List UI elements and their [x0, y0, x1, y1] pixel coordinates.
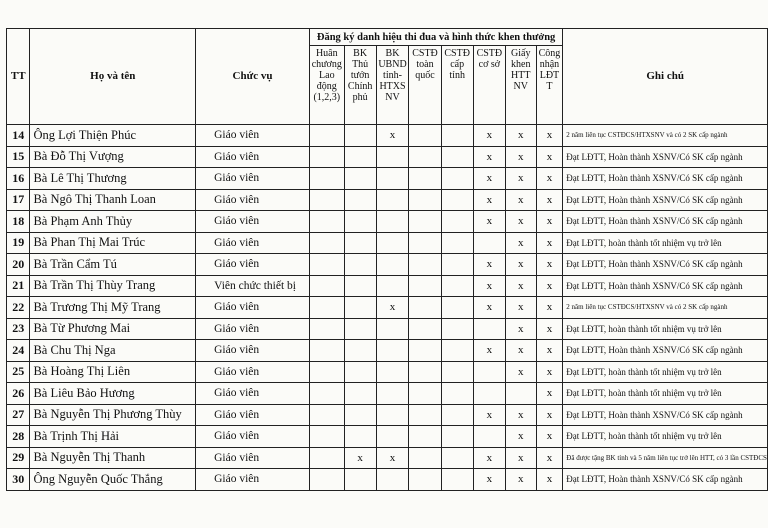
row-number: 15: [7, 146, 30, 168]
award-mark: x: [536, 426, 563, 448]
table-row: [7, 232, 768, 254]
person-position: Giáo viên: [196, 297, 310, 319]
row-number: 28: [7, 426, 30, 448]
award-mark: x: [505, 254, 536, 276]
award-mark: [309, 232, 344, 254]
row-note: Đạt LĐTT, Hoàn thành XSNV/Có SK cấp ngành: [563, 146, 768, 168]
table-row: [7, 426, 768, 448]
award-mark: [344, 125, 376, 147]
person-name: Bà Trần Cẩm Tú: [30, 254, 196, 276]
person-position: Giáo viên: [196, 254, 310, 276]
award-mark: [409, 383, 441, 405]
header-award-3: BK UBND tỉnh-HTXS NV: [376, 46, 409, 125]
award-mark: [409, 125, 441, 147]
award-mark: [344, 189, 376, 211]
award-mark: [309, 125, 344, 147]
award-mark: x: [536, 297, 563, 319]
award-mark: x: [505, 469, 536, 491]
award-mark: [309, 426, 344, 448]
award-mark: x: [536, 383, 563, 405]
award-mark: x: [536, 404, 563, 426]
row-note: 2 năm liên tục CSTĐCS/HTXSNV và có 2 SK cấp ngành: [563, 297, 768, 319]
award-mark: [473, 232, 505, 254]
award-mark: x: [473, 211, 505, 233]
table-row: [7, 361, 768, 383]
table-row: [7, 469, 768, 491]
person-name: Bà Trịnh Thị Hải: [30, 426, 196, 448]
person-name: Bà Nguyễn Thị Thanh: [30, 447, 196, 469]
award-mark: [344, 404, 376, 426]
award-mark: x: [505, 232, 536, 254]
award-mark: x: [536, 361, 563, 383]
award-mark: x: [473, 146, 505, 168]
award-mark: [409, 254, 441, 276]
award-mark: x: [505, 189, 536, 211]
award-mark: x: [536, 168, 563, 190]
award-mark: [376, 361, 409, 383]
award-mark: [409, 146, 441, 168]
award-mark: [344, 297, 376, 319]
person-name: Bà Trần Thị Thùy Trang: [30, 275, 196, 297]
award-mark: [309, 146, 344, 168]
award-mark: [309, 318, 344, 340]
row-number: 17: [7, 189, 30, 211]
award-mark: [344, 168, 376, 190]
award-mark: [376, 275, 409, 297]
person-name: Bà Lê Thị Thương: [30, 168, 196, 190]
person-position: Giáo viên: [196, 189, 310, 211]
row-number: 20: [7, 254, 30, 276]
award-registration-table: [6, 28, 768, 491]
person-position: Viên chức thiết bị: [196, 275, 310, 297]
person-position: Giáo viên: [196, 469, 310, 491]
table-row: [7, 340, 768, 362]
header-tt: TT: [7, 29, 30, 125]
award-mark: [376, 404, 409, 426]
person-position: Giáo viên: [196, 146, 310, 168]
person-name: Bà Đỗ Thị Vượng: [30, 146, 196, 168]
person-position: Giáo viên: [196, 447, 310, 469]
award-mark: [409, 361, 441, 383]
row-number: 23: [7, 318, 30, 340]
award-mark: x: [376, 125, 409, 147]
award-mark: x: [505, 340, 536, 362]
award-mark: [376, 168, 409, 190]
row-number: 21: [7, 275, 30, 297]
header-award-7: Giấy khen HTT NV: [505, 46, 536, 125]
award-mark: x: [473, 168, 505, 190]
award-mark: [309, 404, 344, 426]
award-mark: [376, 340, 409, 362]
award-mark: [344, 146, 376, 168]
row-note: Đạt LĐTT, hoàn thành tốt nhiệm vụ trở lên: [563, 232, 768, 254]
award-mark: x: [505, 297, 536, 319]
header-award-8: Công nhận LĐT T: [536, 46, 563, 125]
award-mark: x: [505, 404, 536, 426]
person-position: Giáo viên: [196, 361, 310, 383]
award-mark: [376, 383, 409, 405]
table-row: [7, 254, 768, 276]
award-mark: [344, 232, 376, 254]
person-position: Giáo viên: [196, 232, 310, 254]
row-number: 29: [7, 447, 30, 469]
table-row: [7, 447, 768, 469]
award-mark: [409, 297, 441, 319]
award-mark: [441, 318, 473, 340]
person-position: Giáo viên: [196, 426, 310, 448]
award-mark: x: [473, 125, 505, 147]
award-mark: [376, 469, 409, 491]
award-mark: [344, 426, 376, 448]
award-mark: [344, 211, 376, 233]
award-mark: [309, 189, 344, 211]
person-position: Giáo viên: [196, 340, 310, 362]
row-note: Đã được tặng BK tỉnh và 5 năm liên tục trở lên HTT, có 3 lần CSTĐCS: [563, 447, 768, 469]
header-position: Chức vụ: [196, 29, 310, 125]
award-mark: [376, 426, 409, 448]
row-note: Đạt LĐTT, Hoàn thành XSNV/Có SK cấp ngành: [563, 340, 768, 362]
row-number: 16: [7, 168, 30, 190]
award-mark: [376, 189, 409, 211]
person-name: Bà Nguyễn Thị Phương Thùy: [30, 404, 196, 426]
person-name: Ông Lợi Thiện Phúc: [30, 125, 196, 147]
award-mark: x: [536, 211, 563, 233]
award-mark: [505, 383, 536, 405]
award-mark: [409, 318, 441, 340]
row-number: 18: [7, 211, 30, 233]
row-note: Đạt LĐTT, hoàn thành tốt nhiệm vụ trở lên: [563, 361, 768, 383]
award-mark: x: [505, 168, 536, 190]
award-mark: [344, 275, 376, 297]
person-name: Bà Ngô Thị Thanh Loan: [30, 189, 196, 211]
award-mark: x: [505, 146, 536, 168]
table-row: [7, 125, 768, 147]
award-mark: [473, 426, 505, 448]
table-row: [7, 404, 768, 426]
award-mark: [344, 383, 376, 405]
award-mark: x: [376, 297, 409, 319]
award-mark: x: [473, 469, 505, 491]
award-mark: x: [536, 447, 563, 469]
award-mark: x: [473, 447, 505, 469]
award-mark: x: [473, 189, 505, 211]
award-mark: [441, 232, 473, 254]
award-mark: x: [473, 254, 505, 276]
table-row: [7, 189, 768, 211]
award-mark: x: [505, 361, 536, 383]
award-mark: [309, 275, 344, 297]
award-mark: x: [473, 275, 505, 297]
person-name: Bà Phạm Anh Thủy: [30, 211, 196, 233]
award-mark: [441, 469, 473, 491]
award-mark: [344, 340, 376, 362]
row-note: Đạt LĐTT, Hoàn thành XSNV/Có SK cấp ngành: [563, 275, 768, 297]
award-mark: [309, 340, 344, 362]
person-name: Bà Từ Phương Mai: [30, 318, 196, 340]
award-mark: x: [505, 447, 536, 469]
award-mark: [441, 254, 473, 276]
header-name: Họ và tên: [30, 29, 196, 125]
person-position: Giáo viên: [196, 318, 310, 340]
award-mark: x: [536, 340, 563, 362]
award-mark: x: [505, 318, 536, 340]
award-mark: [441, 211, 473, 233]
header-award-1: Huân chương Lao động (1,2,3): [309, 46, 344, 125]
award-mark: [441, 189, 473, 211]
person-name: Bà Liêu Bảo Hương: [30, 383, 196, 405]
row-number: 19: [7, 232, 30, 254]
award-mark: x: [505, 275, 536, 297]
award-mark: [441, 361, 473, 383]
award-mark: [344, 469, 376, 491]
person-name: Bà Chu Thị Nga: [30, 340, 196, 362]
award-mark: [376, 211, 409, 233]
person-position: Giáo viên: [196, 404, 310, 426]
award-mark: [309, 383, 344, 405]
award-mark: [441, 447, 473, 469]
row-number: 24: [7, 340, 30, 362]
row-number: 30: [7, 469, 30, 491]
row-number: 26: [7, 383, 30, 405]
row-note: 2 năm liên tục CSTĐCS/HTXSNV và có 2 SK cấp ngành: [563, 125, 768, 147]
award-mark: [441, 125, 473, 147]
award-mark: x: [344, 447, 376, 469]
row-number: 25: [7, 361, 30, 383]
row-number: 14: [7, 125, 30, 147]
award-mark: [309, 168, 344, 190]
table-row: [7, 168, 768, 190]
award-mark: [409, 168, 441, 190]
award-mark: x: [505, 426, 536, 448]
award-mark: [344, 254, 376, 276]
person-name: Ông Nguyễn Quốc Thắng: [30, 469, 196, 491]
award-mark: [344, 318, 376, 340]
header-award-2: BK Thủ tướn Chính phủ: [344, 46, 376, 125]
award-mark: [376, 318, 409, 340]
award-mark: [376, 146, 409, 168]
award-mark: [409, 469, 441, 491]
award-mark: [309, 469, 344, 491]
header-award-group: Đăng ký danh hiệu thi đua và hình thức khen thưởng: [309, 29, 562, 46]
header-notes: Ghi chú: [563, 29, 768, 125]
award-mark: [409, 211, 441, 233]
row-note: Đạt LĐTT, Hoàn thành XSNV/Có SK cấp ngành: [563, 254, 768, 276]
row-note: Đạt LĐTT, hoàn thành tốt nhiệm vụ trở lên: [563, 383, 768, 405]
award-mark: [441, 404, 473, 426]
award-mark: [473, 318, 505, 340]
award-mark: x: [536, 275, 563, 297]
award-mark: x: [536, 254, 563, 276]
row-note: Đạt LĐTT, Hoàn thành XSNV/Có SK cấp ngành: [563, 404, 768, 426]
award-mark: [409, 447, 441, 469]
award-mark: [441, 383, 473, 405]
table-row: [7, 275, 768, 297]
award-mark: [409, 232, 441, 254]
row-note: Đạt LĐTT, hoàn thành tốt nhiệm vụ trở lên: [563, 318, 768, 340]
person-position: Giáo viên: [196, 383, 310, 405]
award-mark: x: [536, 146, 563, 168]
award-mark: [409, 404, 441, 426]
award-mark: [441, 340, 473, 362]
award-mark: [309, 211, 344, 233]
award-mark: x: [505, 211, 536, 233]
row-note: Đạt LĐTT, Hoàn thành XSNV/Có SK cấp ngành: [563, 189, 768, 211]
award-mark: [409, 275, 441, 297]
header-award-6: CSTĐ cơ sở: [473, 46, 505, 125]
row-note: Đạt LĐTT, hoàn thành tốt nhiệm vụ trở lên: [563, 426, 768, 448]
header-award-5: CSTĐ cấp tỉnh: [441, 46, 473, 125]
award-mark: [309, 447, 344, 469]
award-mark: x: [473, 340, 505, 362]
award-mark: x: [536, 232, 563, 254]
award-mark: [473, 383, 505, 405]
person-name: Bà Trương Thị Mỹ Trang: [30, 297, 196, 319]
award-mark: [441, 168, 473, 190]
award-mark: [309, 254, 344, 276]
award-mark: [409, 189, 441, 211]
award-mark: [344, 361, 376, 383]
table-row: [7, 318, 768, 340]
award-mark: [409, 426, 441, 448]
award-mark: [309, 297, 344, 319]
table-row: [7, 211, 768, 233]
award-mark: x: [536, 125, 563, 147]
row-note: Đạt LĐTT, Hoàn thành XSNV/Có SK cấp ngành: [563, 469, 768, 491]
row-number: 22: [7, 297, 30, 319]
award-mark: x: [376, 447, 409, 469]
person-name: Bà Hoàng Thị Liên: [30, 361, 196, 383]
table-row: [7, 146, 768, 168]
award-mark: x: [505, 125, 536, 147]
award-mark: [376, 232, 409, 254]
award-mark: [409, 340, 441, 362]
award-mark: x: [473, 297, 505, 319]
award-mark: [441, 146, 473, 168]
row-note: Đạt LĐTT, Hoàn thành XSNV/Có SK cấp ngành: [563, 168, 768, 190]
header-award-4: CSTĐ toàn quốc: [409, 46, 441, 125]
award-mark: [376, 254, 409, 276]
award-mark: x: [536, 469, 563, 491]
person-name: Bà Phan Thị Mai Trúc: [30, 232, 196, 254]
award-mark: [309, 361, 344, 383]
award-mark: [441, 426, 473, 448]
award-mark: x: [473, 404, 505, 426]
award-mark: [441, 275, 473, 297]
person-position: Giáo viên: [196, 168, 310, 190]
table-row: [7, 297, 768, 319]
award-mark: x: [536, 318, 563, 340]
person-position: Giáo viên: [196, 125, 310, 147]
person-position: Giáo viên: [196, 211, 310, 233]
row-note: Đạt LĐTT, Hoàn thành XSNV/Có SK cấp ngành: [563, 211, 768, 233]
award-mark: x: [536, 189, 563, 211]
table-row: [7, 383, 768, 405]
award-mark: [473, 361, 505, 383]
award-registration-table-container: [6, 28, 768, 491]
row-number: 27: [7, 404, 30, 426]
award-mark: [441, 297, 473, 319]
